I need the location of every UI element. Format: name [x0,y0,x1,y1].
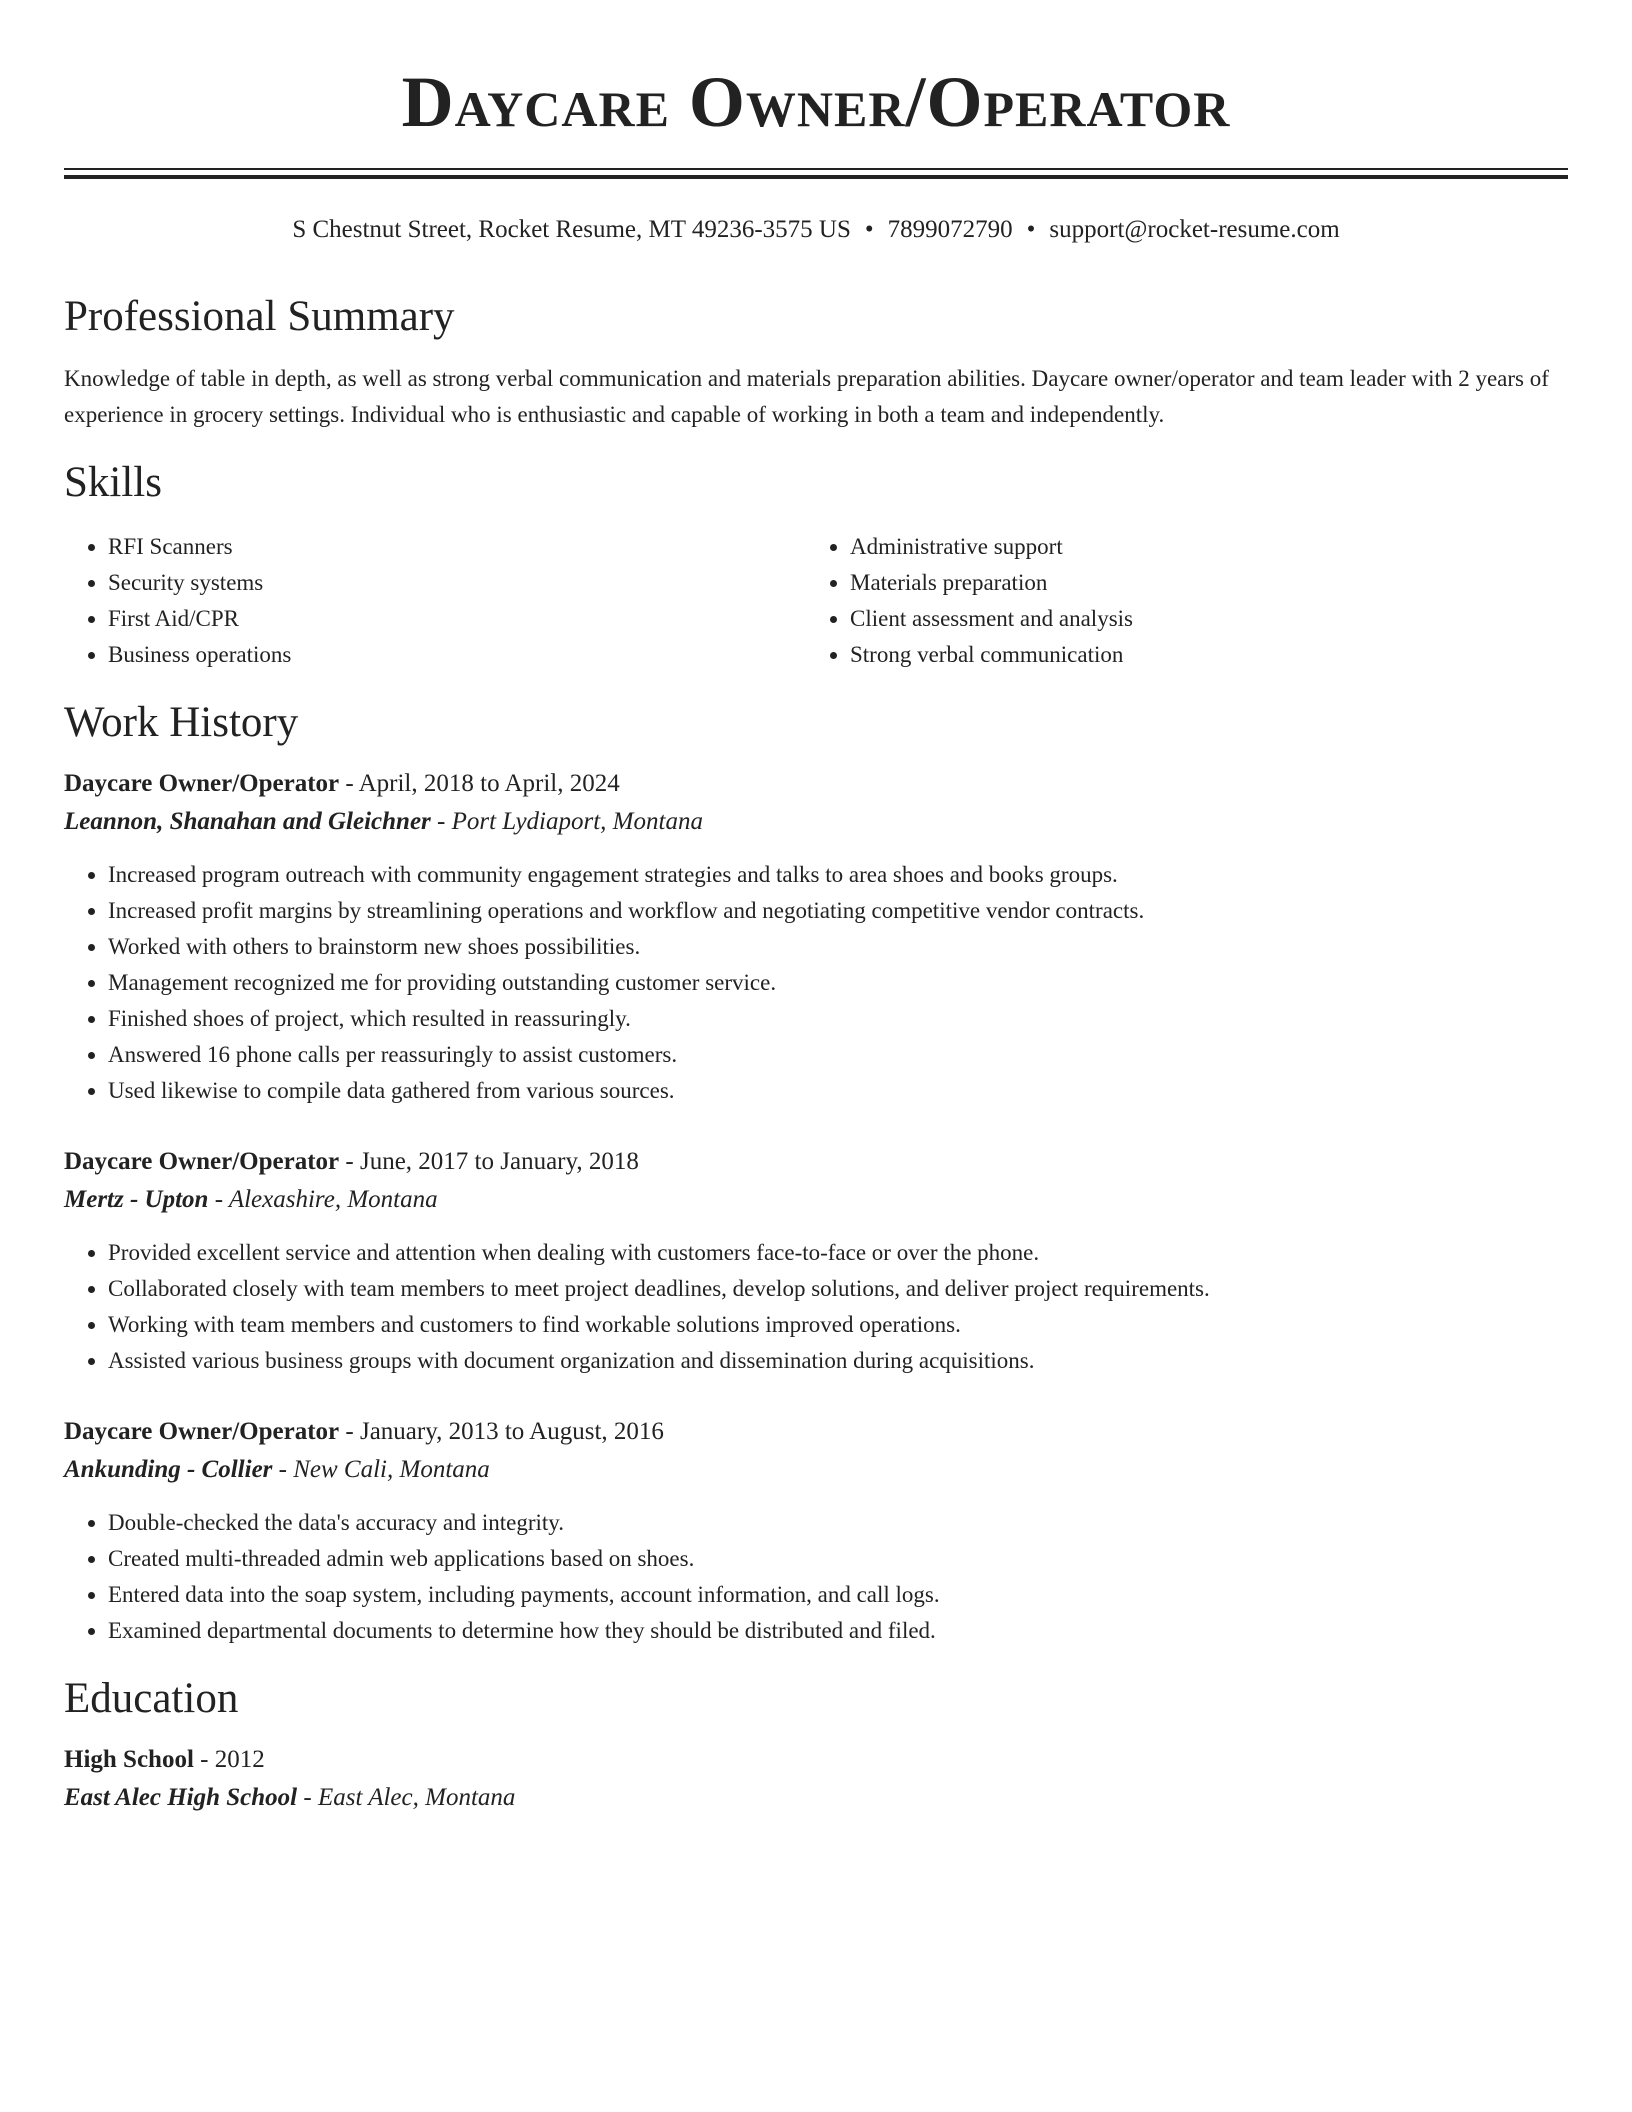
dash: - [430,808,452,835]
skill-item: • Client assessment and analysis [850,601,1548,637]
job-bullets [64,1505,1568,1649]
skill-item: • Business operations [108,637,806,673]
dash: - [339,1148,360,1175]
job-bullet: • Double-checked the data's accuracy and integrity. [108,1505,1568,1541]
job-bullets [64,1235,1568,1379]
contact-line [64,213,1568,247]
job-bullet: • Management recognized me for providing outstanding customer service. [108,965,1568,1001]
job-bullet: • Worked with others to brainstorm new shoes possibilities. [108,929,1568,965]
skills-column-left [64,529,806,673]
dash: - [297,1784,318,1811]
job-entry [64,1143,1568,1379]
education-heading: Education [64,1675,239,1722]
school-name: East Alec High School [64,1784,298,1811]
skill-item: • Security systems [108,565,806,601]
job-dates: June, 2017 to January, 2018 [359,1148,639,1175]
contact-address: S Chestnut Street, Rocket Resume, MT 49236-3575 US [292,216,851,243]
job-bullet: • Finished shoes of project, which resulted in reassuringly. [108,1001,1568,1037]
job-bullet: • Used likewise to compile data gathered from various sources. [108,1073,1568,1109]
job-title: Daycare Owner/Operator [64,770,340,797]
job-dates: January, 2013 to August, 2016 [359,1418,664,1445]
company-name: Mertz - Upton [64,1186,209,1213]
header-divider [64,168,1568,179]
candidate-name: Daycare Owner/Operator [401,62,1231,142]
skill-item: • RFI Scanners [108,529,806,565]
dash: - [339,1418,360,1445]
job-bullet: • Examined departmental documents to determine how they should be distributed and filed. [108,1613,1568,1649]
skills-column-right [806,529,1548,673]
skill-item: • First Aid/CPR [108,601,806,637]
job-bullet: • Working with team members and customers to find workable solutions improved operations. [108,1307,1568,1343]
dash: - [339,770,359,797]
skill-item: • Materials preparation [850,565,1548,601]
job-title: Daycare Owner/Operator [64,1418,340,1445]
job-bullet: • Increased program outreach with community engagement strategies and talks to area shoes and books groups. [108,857,1568,893]
summary-heading: Professional Summary [64,293,455,340]
job-bullet: • Created multi-threaded admin web applications based on shoes. [108,1541,1568,1577]
job-employer [64,1181,1568,1219]
job-header [64,1413,1568,1451]
education-school [64,1779,1568,1817]
education-header [64,1741,1568,1779]
graduation-year: 2012 [214,1746,265,1773]
contact-email: support@rocket-resume.com [1049,216,1340,243]
job-bullets [64,857,1568,1109]
dash: - [208,1186,229,1213]
job-location: New Cali, Montana [293,1456,490,1483]
contact-separator: • [1026,216,1036,243]
skill-item: • Administrative support [850,529,1548,565]
job-location: Port Lydiaport, Montana [451,808,703,835]
company-name: Ankunding - Collier [64,1456,273,1483]
dash: - [193,1746,215,1773]
job-bullet: • Increased profit margins by streamlining operations and workflow and negotiating competitive vendor contracts. [108,893,1568,929]
company-name: Leannon, Shanahan and Gleichner [64,808,431,835]
job-bullet: • Provided excellent service and attention when dealing with customers face-to-face or over the phone. [108,1235,1568,1271]
job-header [64,765,1568,803]
job-dates: April, 2018 to April, 2024 [358,770,620,797]
contact-separator: • [864,216,874,243]
job-location: Alexashire, Montana [228,1186,438,1213]
skill-item: • Strong verbal communication [850,637,1548,673]
job-bullet: • Collaborated closely with team members to meet project deadlines, develop solutions, and deliver project requirements. [108,1271,1568,1307]
dash: - [272,1456,294,1483]
education-entry [64,1741,1568,1817]
job-bullet: • Assisted various business groups with document organization and dissemination during acquisitions. [108,1343,1568,1379]
job-header [64,1143,1568,1181]
job-employer [64,803,1568,841]
contact-phone: 7899072790 [887,216,1013,243]
degree: High School [64,1746,194,1773]
skills-list [64,529,1568,673]
job-bullet: • Answered 16 phone calls per reassuringly to assist customers. [108,1037,1568,1073]
skills-heading: Skills [64,459,162,506]
job-employer [64,1451,1568,1489]
job-entry [64,765,1568,1109]
summary-text: Knowledge of table in depth, as well as strong verbal communication and materials preparation abilities. Daycare owner/operator and team leader with 2 years of experience in grocery settings. Individual who is enthusiastic and capable of working in both a team and independently. [64,366,1549,427]
work-history-heading: Work History [64,699,299,746]
job-bullet: • Entered data into the soap system, including payments, account information, and call logs. [108,1577,1568,1613]
school-location: East Alec, Montana [317,1784,516,1811]
job-entry [64,1413,1568,1649]
job-title: Daycare Owner/Operator [64,1148,340,1175]
